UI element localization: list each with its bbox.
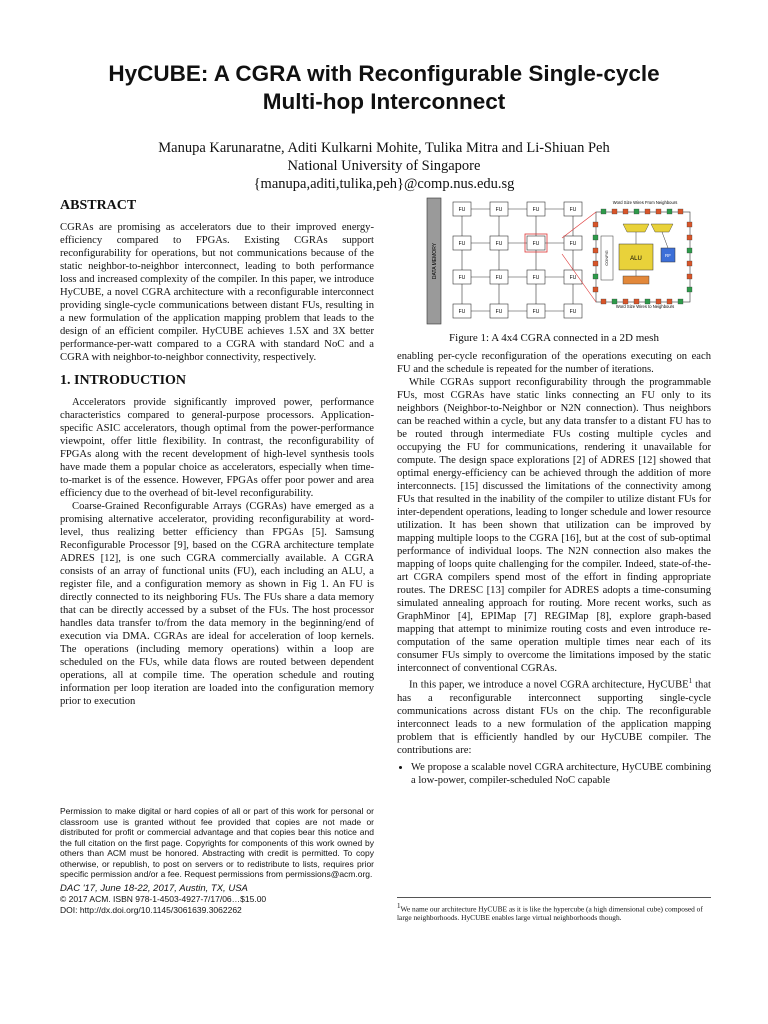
port-square bbox=[678, 299, 683, 304]
port-square bbox=[645, 299, 650, 304]
port-square bbox=[623, 299, 628, 304]
fu-grid bbox=[453, 202, 582, 318]
author-block bbox=[0, 139, 768, 193]
port-square bbox=[601, 299, 606, 304]
rf-label: RF bbox=[665, 253, 671, 258]
permission-text: Permission to make digital or hard copies of all or part of this work for personal or classroom use is granted without fee provided that copies are not made or distributed for profit or commercial advantage and that copies bear this notice and the full citation on the first page. Copyrights for components of this work owned by others than ACM must be honored. Abstracting with credit is permitted. To copy otherwise, or republish, to post on servers or to redistribute to lists, requires prior specific permission and/or a fee. Request permissions from permissions@acm.org. bbox=[60, 806, 374, 879]
port-square bbox=[593, 261, 598, 266]
fu-label: FU bbox=[458, 275, 466, 281]
abstract-text: CGRAs are promising as accelerators due to their improved energy-efficiency compared to FPGAs. Existing CGRAs support reconfigurability for operations, but not communications because of the static neighbor-to-neighbor interconnect, leading to both performance loss and increased complexity of the compiler. In this paper, we introduce HyCUBE, a novel CGRA architecture with a reconfigurable interconnect providing single-cycle communications between distant FUs, resulting in a new formulation of the application mapping problem that leads to the design of an efficient compiler. HyCUBE achieves 1.5X and 3X better performance-per-watt compared to a CGRA with standard NoC and a CGRA with neighbor-to-neighbor connectivity, respectively. bbox=[60, 222, 374, 363]
fu-label: FU bbox=[532, 241, 540, 247]
title-line-2: Multi-hop Interconnect bbox=[262, 89, 506, 114]
port-square bbox=[687, 287, 692, 292]
title-line-1: HyCUBE: A CGRA with Reconfigurable Single-cycle bbox=[108, 61, 660, 86]
fu-label: FU bbox=[495, 207, 503, 213]
port-square bbox=[687, 222, 692, 227]
email: {manupa,aditi,tulika,peh}@comp.nus.edu.sg bbox=[253, 176, 515, 192]
venue: DAC '17, June 18-22, 2017, Austin, TX, USA bbox=[60, 882, 248, 894]
port-square bbox=[645, 209, 650, 214]
config-label: CONFIG bbox=[604, 250, 609, 266]
figure-caption: Figure 1: A 4x4 CGRA connected in a 2D mesh bbox=[449, 332, 659, 344]
fu-label: FU bbox=[532, 207, 540, 213]
copyright: © 2017 ACM. ISBN 978-1-4503-4927-7/17/06…$15.00 bbox=[60, 894, 267, 904]
port-square bbox=[667, 209, 672, 214]
bottom-wires-label: Word Size Wires to Neighbours bbox=[615, 304, 675, 309]
contribution-list bbox=[397, 761, 711, 787]
top-wires-label: Word Size Wires From Neighbours bbox=[612, 200, 678, 205]
port-square bbox=[687, 274, 692, 279]
port-square bbox=[656, 299, 661, 304]
paper-title bbox=[0, 60, 768, 116]
port-square bbox=[667, 299, 672, 304]
fu-label: FU bbox=[569, 309, 577, 315]
abstract-heading: ABSTRACT bbox=[60, 198, 137, 213]
port-square bbox=[656, 209, 661, 214]
contribution-item: • We propose a scalable novel CGRA architecture, HyCUBE combining a low-power, compiler-scheduled NoC capable bbox=[411, 761, 711, 787]
port-square bbox=[593, 287, 598, 292]
port-square bbox=[634, 209, 639, 214]
right-paragraph-2: While CGRAs support reconfigurability through the programmable FUs, most CGRAs have static links connecting an FU only to its neighbors (Neighbor-to-Neighbor or N2N connection). Thus neighbors can be reached within a cycle, but any data transfer to a distant FU has to be routed through intermediate FUs costing multiple cycles and occupying the FU for communications, rendering it unavailable for compute. The design space explorations [2] of ADRES [12] showed that optimal energy-efficiency can be achieved through the addition of more interconnects. [15] discussed the limitations of the connectivity among FUs that resulted in the inability of the compiler to utilize distant FUs for inter-dependent operations, leading to longer schedule and lower resource utilization. It has been shown that utilization can be improved by mapping multiple loops to the CGRA [16], but at the cost of sub-optimal performance of individual loops. The N2N connection also makes the mapping of loops quite challenging for the compiler. Indeed, state-of-the-art CGRA compilers spend most of the effort in finding appropriate routes. The DRESC [13] compiler for ADRES adopts a time-consuming simulated annealing approach for routing. More recent works, such as GraphMinor [4], EPIMap [7] REGIMap [8], explore graph-based mapping that attempt to minimize routing costs and even introduce re-computation of the same operation multiple times near each of its consumer FUs simply to overcome the limitations imposed by the static interconnect of conventional CGRAs. bbox=[397, 377, 711, 674]
port-square bbox=[593, 248, 598, 253]
port-square bbox=[612, 209, 617, 214]
permission-block bbox=[60, 806, 374, 915]
doi[interactable]: DOI: http://dx.doi.org/10.1145/3061639.3062262 bbox=[60, 904, 242, 915]
footnote-text: We name our architecture HyCUBE as it is like the hypercube (a high dimensional cube) composed of large neighborhoods. HyCUBE enables large virtual neighborhoods though. bbox=[397, 904, 703, 923]
fu-label: FU bbox=[532, 275, 540, 281]
authors: Manupa Karunaratne, Aditi Kulkarni Mohite, Tulika Mitra and Li-Shiuan Peh bbox=[158, 140, 610, 156]
fu-label: FU bbox=[569, 241, 577, 247]
fu-label: FU bbox=[495, 241, 503, 247]
port-square bbox=[593, 222, 598, 227]
port-square bbox=[687, 261, 692, 266]
fu-label: FU bbox=[458, 241, 466, 247]
fu-label: FU bbox=[495, 275, 503, 281]
right-paragraph-3a: In this paper, we introduce a novel CGRA architecture, HyCUBE bbox=[409, 679, 689, 691]
left-column bbox=[60, 197, 374, 708]
cgra-figure bbox=[423, 196, 723, 326]
fu-detail bbox=[593, 200, 692, 309]
port-square bbox=[623, 209, 628, 214]
fu-label: FU bbox=[532, 309, 540, 315]
right-paragraph-3 bbox=[397, 675, 711, 757]
right-column bbox=[397, 350, 711, 787]
port-square bbox=[593, 274, 598, 279]
intro-paragraph-1: Accelerators provide significantly improved power, performance characteristics compared to general-purpose processors. Application-specific ASIC accelerators, though optimal from the power-performance viewpoint, offer little flexibility. In contrast, the reconfigurability of FPGAs along with the recent development of high-level synthesis tools have made them a popular choice as accelerators, especially when time-to-market is of the essence. However, FPGAs offer poor power and area efficiency due to the overhead of bit-level reconfigurability. bbox=[60, 397, 374, 499]
fu-label: FU bbox=[569, 275, 577, 281]
port-square bbox=[687, 235, 692, 240]
port-square bbox=[634, 299, 639, 304]
right-paragraph-3b: that has a reconfigurable interconnect supporting single-cycle communications across distant FUs on the chip. The reconfigurable interconnect leads to a new formulation of the application mapping problem that is efficiently handled by our HyCUBE compiler. The contributions are: bbox=[397, 679, 712, 756]
port-square bbox=[612, 299, 617, 304]
port-square bbox=[593, 235, 598, 240]
right-paragraph-1: enabling per-cycle reconfiguration of the operations executing on each FU and the schedule is repeated for the number of iterations. bbox=[397, 351, 711, 375]
affiliation: National University of Singapore bbox=[287, 158, 481, 174]
data-memory-label: DATA MEMORY bbox=[432, 242, 438, 280]
port-square bbox=[687, 248, 692, 253]
fu-label: FU bbox=[458, 309, 466, 315]
fu-label: FU bbox=[569, 207, 577, 213]
port-square bbox=[678, 209, 683, 214]
alu-label: ALU bbox=[630, 256, 642, 262]
footnote-mark: 1 bbox=[397, 902, 401, 910]
fu-label: FU bbox=[495, 309, 503, 315]
fu-label: FU bbox=[458, 207, 466, 213]
intro-paragraph-2: Coarse-Grained Reconfigurable Arrays (CGRAs) have emerged as a promising alternative accelerator, providing reconfigurability at word-level, thus realizing better efficiency than FPGAs [5]. Samsung Reconfigurable Processor [9], based on the CGRA architecture template ADRES [12], is one such CGRA commercially available. A CGRA consists of an array of functional units (FU), each including an ALU, a register file, and a configuration memory as shown in Fig 1. An FU is directly connected to its neighboring FUs. The FUs share a data memory that can be directly accessed by a subset of the FUs. The host processor handles data transfer to/from the data memory in the beginning/end of execution via DMA. CGRAs are ideal for acceleration of loop kernels. The operations (including memory operations) within a loop are scheduled on the FUs, while data flows are routed between dependent operations, all at compile time. The operation schedule and routing information per loop iteration are loaded into the configuration memory prior to execution bbox=[60, 501, 374, 707]
port-square bbox=[601, 209, 606, 214]
footnote-ref[interactable]: 1 bbox=[688, 677, 693, 685]
footnote bbox=[397, 897, 711, 922]
intro-heading: 1. INTRODUCTION bbox=[60, 373, 187, 388]
